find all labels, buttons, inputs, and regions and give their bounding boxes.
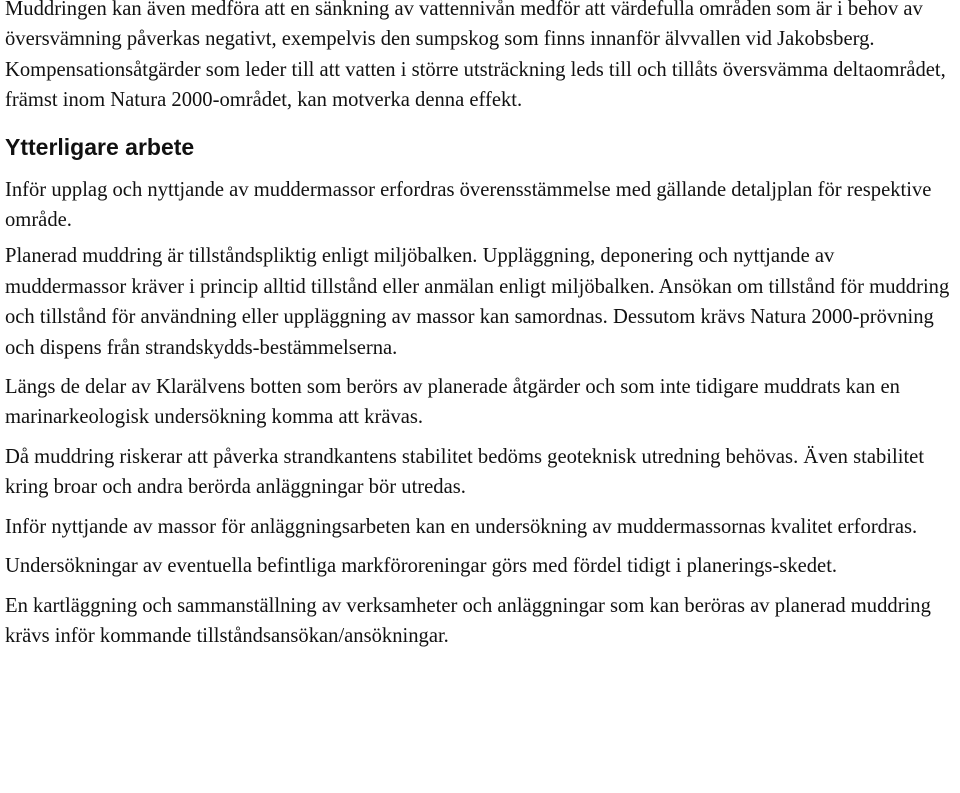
paragraph-tillstand: Planerad muddring är tillståndspliktig enligt miljöbalken. Uppläggning, deponering och nyttjande av muddermassor kräver i princip alltid tillstånd eller anmälan enligt miljöbalken. Ansökan om tillstånd för muddring och tillstånd för användning eller uppläggning av massor kan samordnas. Dessutom krävs Natura 2000-prövning och dispens från strandskydds-bestämmelserna. (5, 245, 950, 359)
document-page (5, 0, 957, 651)
paragraph-detaljplan: Inför upplag och nyttjande av muddermassor erfordras överensstämmelse med gällande detaljplan för respektive område. (5, 178, 932, 232)
paragraph-marinarkeologi: Längs de delar av Klarälvens botten som berörs av planerade åtgärder och som inte tidigare muddrats kan en marinarkeologisk undersökning komma att krävas. (5, 376, 900, 429)
intro-paragraph: Muddringen kan även medföra att en sänkning av vattennivån medför att värdefulla områden som är i behov av översvämning påverkas negativt, exempelvis den sumpskog som finns innanför älvvallen vid Jakobsberg. Kompensationsåtgärder som leder till att vatten i större utsträckning leds till och tillåts översvämma deltaområdet, främst inom Natura 2000-området, kan motverka denna effekt. (5, 0, 946, 112)
section-heading: Ytterligare arbete (5, 133, 195, 160)
paragraph-markfororeningar: Undersökningar av eventuella befintliga markföroreningar görs med fördel tidigt i planerings-skedet. (5, 555, 838, 578)
paragraph-kartlaggning: En kartläggning och sammanställning av verksamheter och anläggningar som kan beröras av planerad muddring krävs inför kommande tillståndsansökan/ansökningar. (5, 594, 931, 647)
paragraph-geoteknik: Då muddring riskerar att påverka strandkantens stabilitet bedöms geoteknisk utredning behövas. Även stabilitet kring broar och andra berörda anläggningar bör utredas. (5, 445, 925, 499)
paragraph-kvalitet: Inför nyttjande av massor för anläggningsarbeten kan en undersökning av muddermassornas kvalitet erfordras. (5, 515, 918, 538)
